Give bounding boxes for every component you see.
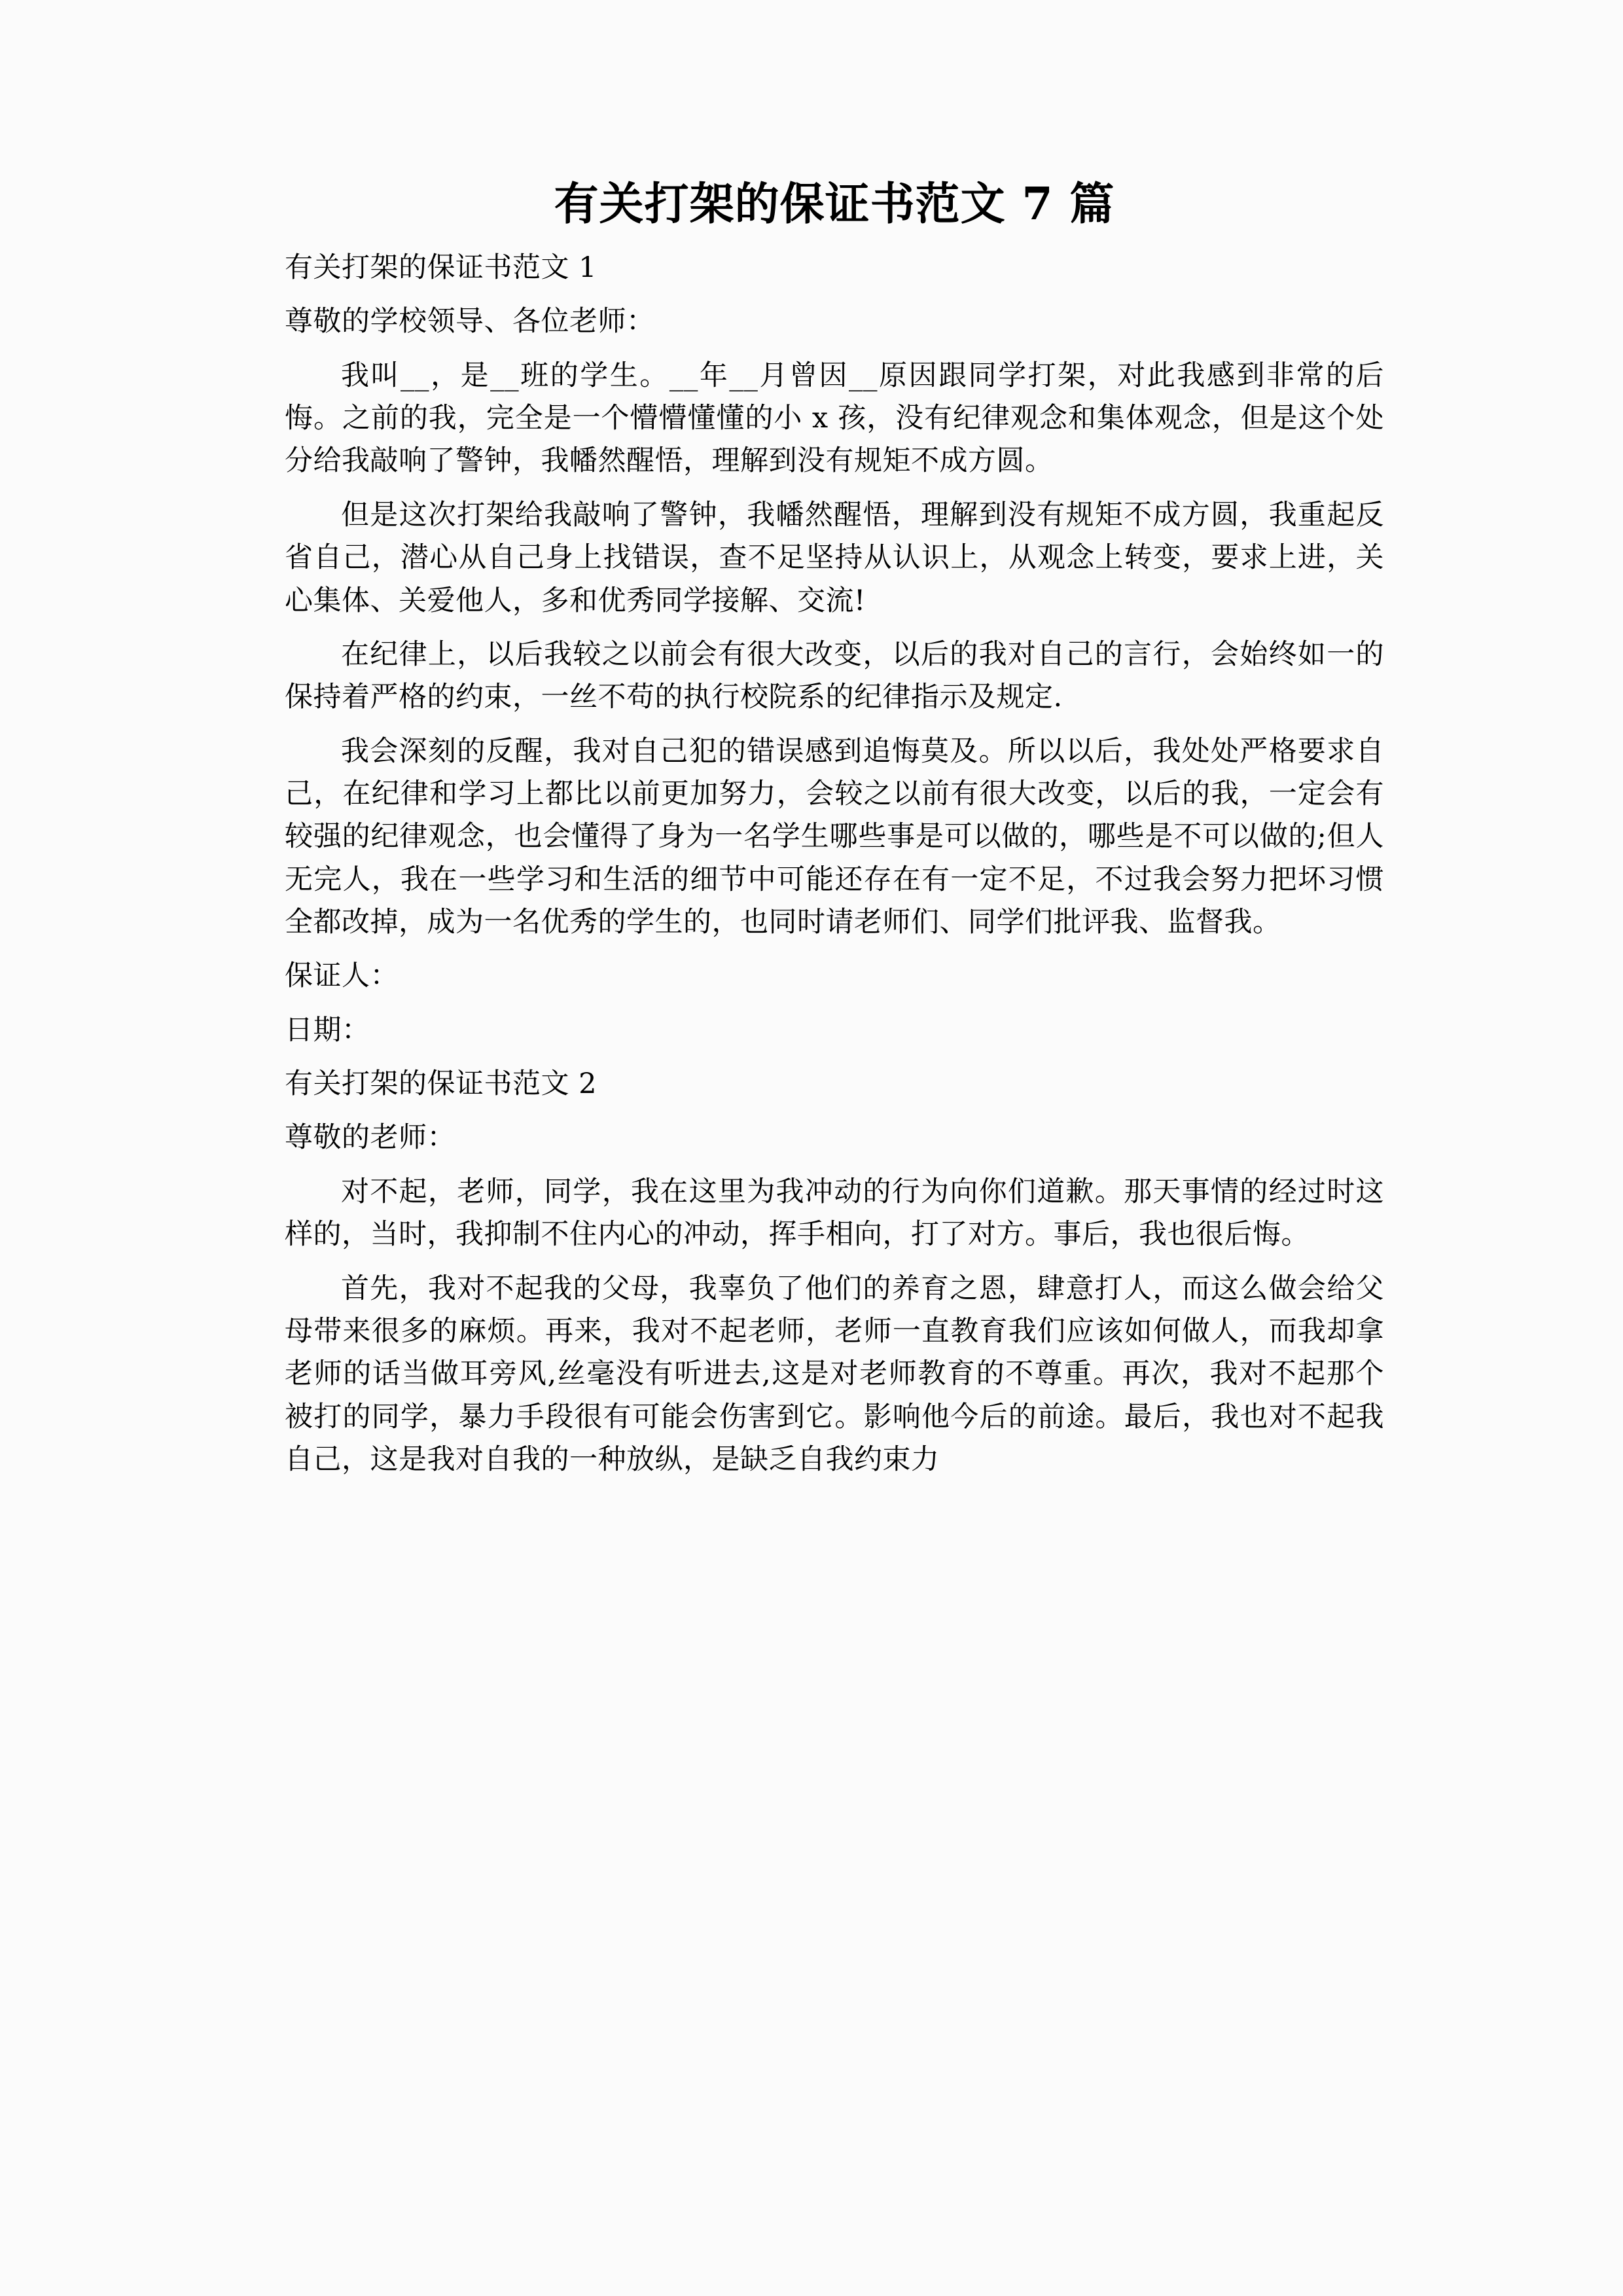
essay-2-heading: 有关打架的保证书范文 2 bbox=[285, 1067, 597, 1101]
essay-1-body-paragraph-4: 我会深刻的反醒，我对自己犯的错误感到追悔莫及。所以以后，我处处严格要求自己，在纪律和学习上都比以前更加努力，会较之以前有很大改变，以后的我，一定会有较强的纪律观念，也会懂得了身为一名学生哪些事是可以做的，哪些是不可以做的;但人无完人，我在一些学习和生活的细节中可能还存在有一定不足，不过我会努力把坏习惯全都改掉，成为一名优秀的学生的，也同时请老师们、同学们批评我、监督我。 bbox=[285, 734, 1384, 939]
essay-1-body-paragraph-1: 我叫__，是__班的学生。__年__月曾因__原因跟同学打架，对此我感到非常的后悔。之前的我，完全是一个懵懵懂懂的小 x 孩，没有纪律观念和集体观念，但是这个处分给我敲响了警钟，我幡然醒悟，理解到没有规矩不成方圆。 bbox=[285, 359, 1384, 478]
page-title: 有关打架的保证书范文 7 篇 bbox=[554, 178, 1115, 230]
essay-1-heading: 有关打架的保证书范文 1 bbox=[285, 251, 597, 284]
essay-1-signature-line: 保证人： bbox=[285, 960, 399, 993]
document-content bbox=[285, 177, 1384, 1492]
essay-1-body-paragraph-2: 但是这次打架给我敲响了警钟，我幡然醒悟，理解到没有规矩不成方圆，我重起反省自己，潜心从自己身上找错误，查不足坚持从认识上，从观念上转变，要求上进，关心集体、关爱他人，多和优秀同学接解、交流! bbox=[285, 498, 1384, 617]
essay-2-body-paragraph-1: 对不起，老师，同学，我在这里为我冲动的行为向你们道歉。那天事情的经过时这样的，当时，我抑制不住内心的冲动，挥手相向，打了对方。事后，我也很后悔。 bbox=[285, 1175, 1384, 1251]
essay-1-date-line: 日期： bbox=[285, 1013, 370, 1047]
essay-2-body-paragraph-2: 首先，我对不起我的父母，我辜负了他们的养育之恩，肆意打人，而这么做会给父母带来很多的麻烦。再来，我对不起老师，老师一直教育我们应该如何做人，而我却拿老师的话当做耳旁风,丝毫没有听进去,这是对老师教育的不尊重。再次，我对不起那个被打的同学，暴力手段很有可能会伤害到它。影响他今后的前途。最后，我也对不起我自己，这是我对自我的一种放纵，是缺乏自我约束力 bbox=[285, 1272, 1384, 1476]
essay-1-salutation: 尊敬的学校领导、各位老师： bbox=[285, 305, 655, 338]
essay-1-body-paragraph-3: 在纪律上，以后我较之以前会有很大改变，以后的我对自己的言行，会始终如一的保持着严格的约束，一丝不苟的执行校院系的纪律指示及规定. bbox=[285, 637, 1384, 714]
essay-2-salutation: 尊敬的老师： bbox=[285, 1121, 455, 1155]
